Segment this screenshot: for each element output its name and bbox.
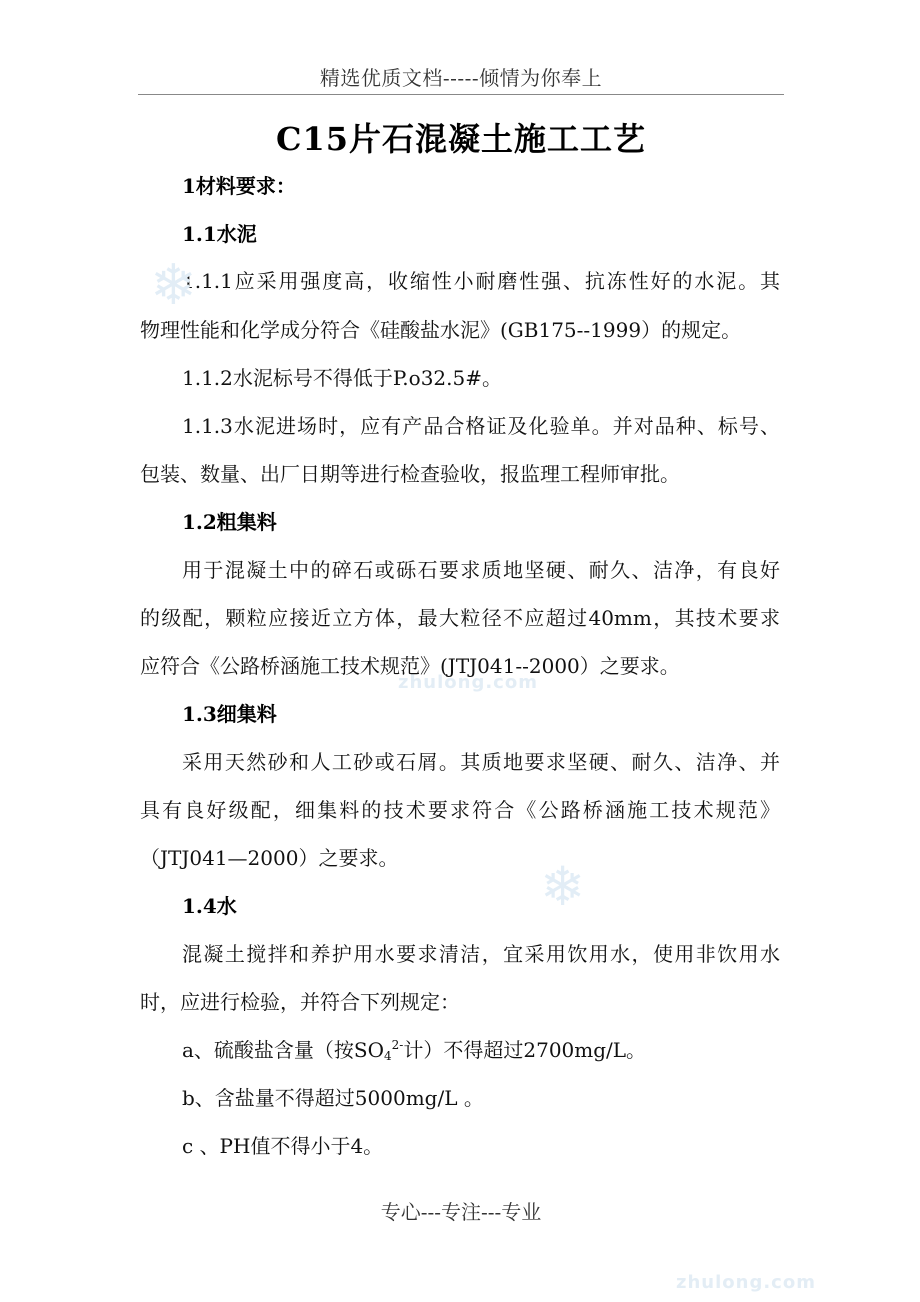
list-item-a <box>182 1036 646 1064</box>
watermark-text: zhulong.com <box>676 1272 816 1293</box>
paragraph-fine-line3: （JTJ041—2000）之要求。 <box>140 846 399 870</box>
paragraph-cement-1-1-3-line2: 包装、数量、出厂日期等进行检查验收，报监理工程师审批。 <box>140 462 680 486</box>
subscript-4: 4 <box>384 1049 392 1063</box>
list-item-c: c 、PH值不得小于4。 <box>182 1134 384 1158</box>
superscript-charge: 2- <box>391 1038 404 1052</box>
paragraph-water-line2: 时，应进行检验，并符合下列规定： <box>140 990 460 1014</box>
watermark-text: zhulong.com <box>398 672 538 693</box>
section-heading-water: 1.4水 <box>182 894 237 918</box>
section-heading-fine-aggregate: 1.3细集料 <box>182 702 277 726</box>
document-title: C15片石混凝土施工工艺 <box>275 120 646 158</box>
header-rule <box>138 94 784 95</box>
page-footer: 专心---专注---专业 <box>380 1200 542 1224</box>
paragraph-coarse-line1: 用于混凝土中的碎石或砾石要求质地坚硬、耐久、洁净，有良好 <box>182 558 780 582</box>
paragraph-fine-line1: 采用天然砂和人工砂或石屑。其质地要求坚硬、耐久、洁净、并 <box>182 750 780 774</box>
snowflake-watermark-icon: ❄ <box>150 253 197 318</box>
paragraph-coarse-line3: 应符合《公路桥涵施工技术规范》(JTJ041--2000）之要求。 <box>140 654 680 678</box>
section-heading-coarse-aggregate: 1.2粗集料 <box>182 510 277 534</box>
paragraph-water-line1: 混凝土搅拌和养护用水要求清洁，宜采用饮用水，使用非饮用水 <box>182 942 780 966</box>
list-item-a-text: a、硫酸盐含量（按SO <box>182 1038 385 1062</box>
section-heading-materials: 1材料要求： <box>182 174 296 198</box>
paragraph-cement-1-1-1-line2: 物理性能和化学成分符合《硅酸盐水泥》(GB175--1999）的规定。 <box>140 318 742 342</box>
paragraph-cement-1-1-1-line1: 1.1.1应采用强度高，收缩性小耐磨性强、抗冻性好的水泥。其 <box>182 269 780 293</box>
paragraph-cement-1-1-3-line1: 1.1.3水泥进场时，应有产品合格证及化验单。并对品种、标号、 <box>182 414 780 438</box>
paragraph-coarse-line2: 的级配，颗粒应接近立方体，最大粒径不应超过40mm，其技术要求 <box>140 606 780 630</box>
section-heading-cement: 1.1水泥 <box>182 222 257 246</box>
list-item-a-limit: 计）不得超过2700mg/L。 <box>403 1038 647 1062</box>
paragraph-cement-1-1-2: 1.1.2水泥标号不得低于P.o32.5#。 <box>182 366 502 390</box>
snowflake-watermark-icon: ❄ <box>540 855 586 918</box>
page-header: 精选优质文档-----倾情为你奉上 <box>319 66 603 90</box>
list-item-b: b、含盐量不得超过5000mg/L 。 <box>182 1086 484 1110</box>
paragraph-fine-line2: 具有良好级配，细集料的技术要求符合《公路桥涵施工技术规范》 <box>140 798 780 822</box>
